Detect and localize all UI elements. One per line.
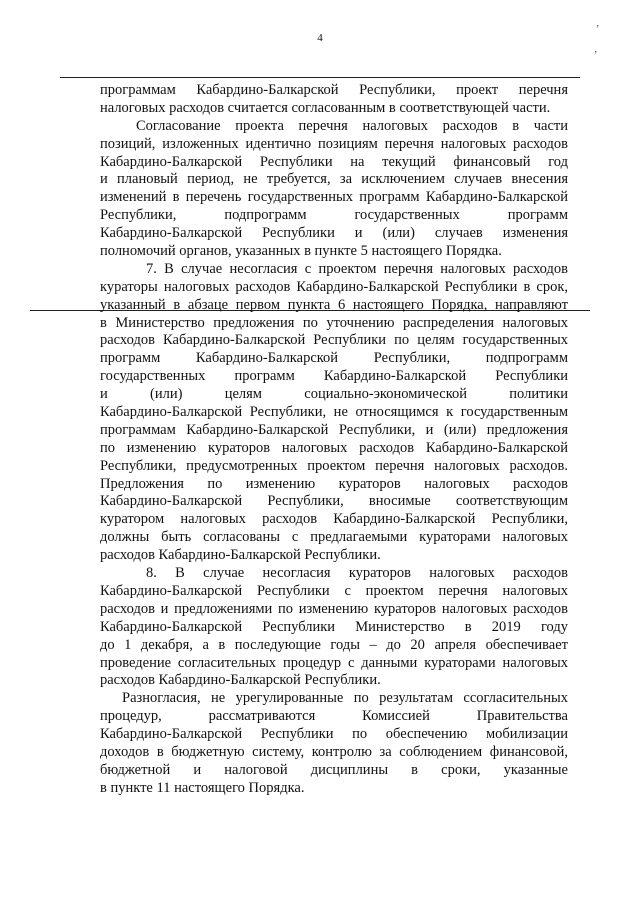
document-body <box>100 82 568 798</box>
body-line: Разногласия, не урегулированные по результатам ссогласительных <box>122 690 568 707</box>
scan-line <box>60 77 580 78</box>
body-line: Кабардино-Балкарской Республики по обеспечению мобилизации <box>100 726 568 743</box>
body-line: расходов Кабардино-Балкарской Республики. <box>100 547 381 564</box>
body-line: государственных программ Кабардино-Балкарской Республики <box>100 368 568 385</box>
body-line: и (или) целям социально-экономической политики <box>100 386 568 403</box>
body-line: Кабардино-Балкарской Республики на текущий финансовый год <box>100 153 568 170</box>
body-line: программам Кабардино-Балкарской Республики, и (или) предложения <box>100 421 568 438</box>
body-line: изменений в перечень государственных программ Кабардино-Балкарской <box>100 189 568 206</box>
body-line: Предложения по изменению кураторов налоговых расходов <box>100 475 568 492</box>
body-line: программ Кабардино-Балкарской Республики, подпрограмм <box>100 350 568 367</box>
body-line: программам Кабардино-Балкарской Республики, проект перечня <box>100 82 568 98</box>
scan-artifact: ‚ <box>596 18 600 29</box>
body-line: налоговых расходов считается согласованным в соответствующей части. <box>100 99 551 116</box>
body-line: и плановый период, не требуется, за исключением случаев внесения <box>100 171 568 188</box>
body-line: Кабардино-Балкарской Республики и (или) случаев изменения <box>100 225 568 242</box>
body-line: Республики, подпрограмм государственных программ <box>100 207 568 224</box>
body-line: до 1 декабря, а в последующие годы – до 20 апреля обеспечивает <box>100 636 568 653</box>
body-line: расходов Кабардино-Балкарской Республики. <box>100 672 381 689</box>
page-number: 4 <box>317 32 323 44</box>
body-line: Республики, предусмотренных проектом перечня налоговых расходов. <box>100 457 568 474</box>
body-line: по изменению кураторов налоговых расходов Кабардино-Балкарской <box>100 439 568 456</box>
scan-artifact: ‚ <box>594 44 598 55</box>
body-line: доходов в бюджетную систему, контролю за соблюдением финансовой, <box>100 743 568 760</box>
body-line: 8. В случае несогласия кураторов налоговых расходов <box>146 565 568 582</box>
body-line: Кабардино-Балкарской Республики, вносимые соответствующим <box>100 493 568 510</box>
body-line: Кабардино-Балкарской Республики Министерство в 2019 году <box>100 618 568 635</box>
body-line: должны быть согласованы с предлагаемыми кураторами налоговых <box>100 529 568 546</box>
body-line: бюджетной и налоговой дисциплины в сроки, указанные <box>100 761 568 778</box>
body-line: проведение согласительных процедур с данными кураторами налоговых <box>100 654 568 671</box>
body-line: в пункте 11 настоящего Порядка. <box>100 779 305 796</box>
body-line: указанный в абзаце первом пункта 6 настоящего Порядка, направляют <box>100 296 568 313</box>
body-line: позиций, изложенных идентично позициям перечня налоговых расходов <box>100 135 568 152</box>
body-line: Согласование проекта перечня налоговых расходов в части <box>136 117 568 134</box>
body-line: 7. В случае несогласия с проектом перечня налоговых расходов <box>146 260 568 277</box>
body-line: Кабардино-Балкарской Республики, не относящимся к государственным <box>100 404 568 421</box>
body-line: полномочий органов, указанных в пункте 5 настоящего Порядка. <box>100 243 502 260</box>
body-line: куратором налоговых расходов Кабардино-Балкарской Республики, <box>100 511 568 528</box>
body-line: в Министерство предложения по уточнению распределения налоговых <box>100 314 568 331</box>
body-line: кураторы налоговых расходов Кабардино-Балкарской Республики в срок, <box>100 278 568 295</box>
body-line: Кабардино-Балкарской Республики с проектом перечня налоговых <box>100 582 568 599</box>
body-line: расходов Кабардино-Балкарской Республики по целям государственных <box>100 332 568 349</box>
body-line: процедур, рассматриваются Комиссией Правительства <box>100 708 568 725</box>
body-line: расходов и предложениями по изменению кураторов налоговых расходов <box>100 600 568 617</box>
